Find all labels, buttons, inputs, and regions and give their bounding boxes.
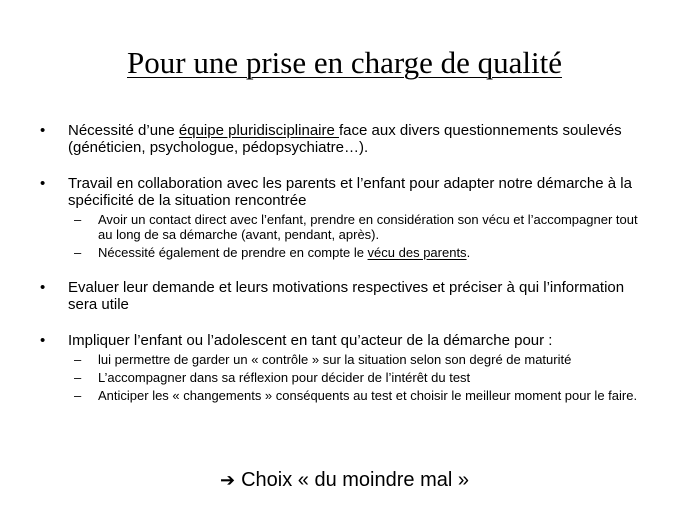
dash-icon: –: [74, 370, 82, 385]
sub-list: [68, 212, 650, 260]
underlined-term: équipe pluridisciplinaire: [178, 122, 339, 139]
bullet-item-4: • Impliquer l’enfant ou l’adolescent en tant qu’acteur de la démarche pour : – lui permettre de garder un « contrôle » sur la situation selon son degré de maturité – L’accompagner dans sa réflexion pour décider de l’intérêt du test – Anticiper les « changements » conséquents au test et choisir le meilleur moment pour le faire.: [38, 332, 650, 403]
dash-icon: –: [74, 352, 82, 367]
sub-item: – Nécessité également de prendre en compte le vécu des parents.: [74, 245, 471, 260]
dash-icon: –: [74, 212, 82, 227]
bullet-item-1: • Nécessité d’une équipe pluridisciplinaire face aux divers questionnements soulevés (généticien, psychologue, pédopsychiatre…).: [40, 122, 622, 156]
bullet-icon: •: [40, 175, 46, 192]
sub-item: – lui permettre de garder un « contrôle » sur la situation selon son degré de maturité: [74, 352, 572, 367]
bullet-icon: •: [40, 279, 46, 296]
sub-item: – Anticiper les « changements » conséquents au test et choisir le meilleur moment pour le faire.: [74, 388, 638, 403]
bullet-list: [38, 122, 650, 403]
bullet-icon: •: [40, 332, 46, 349]
underlined-term: vécu des parents: [367, 245, 467, 260]
sub-item: – L’accompagner dans sa réflexion pour décider de l’intérêt du test: [74, 370, 471, 385]
bullet-item-3: • Evaluer leur demande et leurs motivations respectives et préciser à qui l’information sera utile: [40, 279, 625, 313]
sub-list: [68, 352, 650, 403]
bullet-icon: •: [40, 122, 46, 139]
slide-title: Pour une prise en charge de qualité: [127, 45, 562, 80]
sub-item: – Avoir un contact direct avec l’enfant, prendre en considération son vécu et l’accompagner tout au long de sa démarche (avant, pendant, après).: [74, 212, 638, 242]
bullet-item-2: • Travail en collaboration avec les parents et l’enfant pour adapter notre démarche à la spécificité de la situation rencontrée – Avoir un contact direct avec l’enfant, prendre en considération son vécu et l’accompagner tout au long de sa démarche (avant, pendant, après). – Nécessité également de prendre en compte le vécu des parents.: [38, 175, 650, 260]
dash-icon: –: [74, 388, 82, 403]
conclusion-text: Choix « du moindre mal »: [241, 469, 469, 491]
conclusion: [0, 468, 689, 492]
right-arrow-icon: ➔: [220, 470, 236, 490]
dash-icon: –: [74, 245, 82, 260]
